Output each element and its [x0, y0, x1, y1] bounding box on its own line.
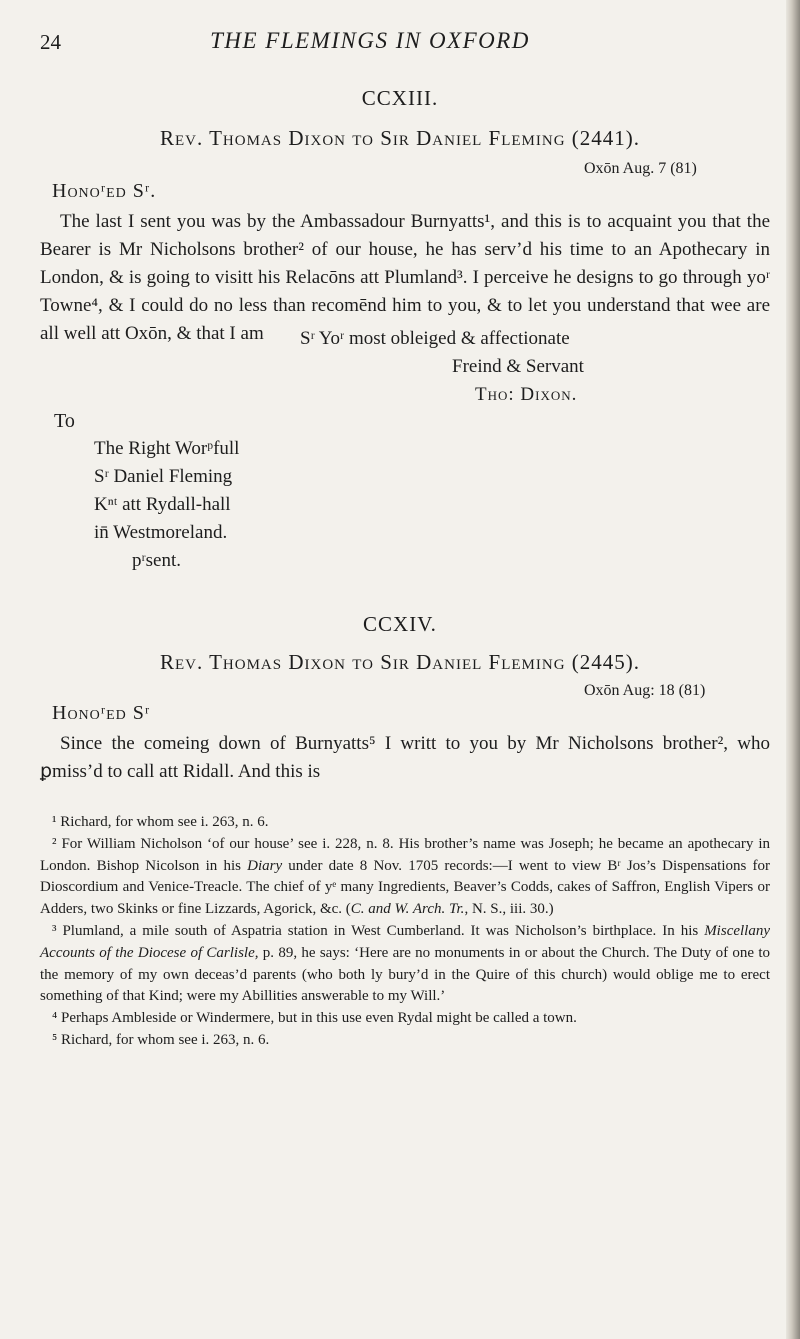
footnote [40, 812, 770, 834]
footnote-mark: ³ [52, 922, 57, 939]
letter-salutation: Honoʳed Sʳ [52, 702, 151, 724]
address-line: Sʳ Daniel Fleming [94, 466, 233, 487]
footnote [40, 1030, 770, 1052]
letter-dateline: Oxōn Aug. 7 (81) [584, 160, 697, 177]
letter-heading: Rev. Thomas Dixon to Sir Daniel Fleming (2441). [159, 126, 641, 150]
footnote-mark: ⁴ [52, 1010, 58, 1027]
footnote [40, 921, 770, 1008]
footnote-text: Richard, for whom see i. 263, n. 6. [60, 814, 269, 830]
footnote-text: Perhaps Ambleside or Windermere, but in this use even Rydal might be called a town. [60, 1010, 577, 1027]
letter-dateline: Oxōn Aug: 18 (81) [584, 682, 706, 699]
footnote-text: , N. S., iii. 30.) [464, 901, 554, 918]
running-head [20, 26, 720, 60]
footnote-mark: ² [52, 835, 57, 852]
address-line: The Right Worᵖfull [94, 438, 240, 459]
footnote-italic: Miscellany Accounts of the Diocese of Carlisle, [40, 922, 770, 961]
letter-salutation: Honoʳed Sʳ. [52, 180, 157, 202]
footnote-text: For William Nicholson ‘of our house’ see i. 228, n. 8. His brother’s name was Joseph; he became an apothecary in London. Bishop Nicolson in his [40, 835, 770, 874]
letter-body: The last I sent you was by the Ambassadour Burnyatts¹, and this is to acquaint you that the Bearer is Mr Nicholsons brother² of our house, he has serv’d his time to an Apothecary in London, & is going to visitt his Relacōns att Plumland³. I perceive he designs to go through yoʳ Towne⁴, & I could do no less than recomēnd him to you, & to let you understand that wee are all well att Oxōn, & that I am [40, 211, 770, 344]
letter-body: Since the comeing down of Burnyatts⁵ I writt to you by Mr Nicholsons brother², who ꝑmiss’d to call att Ridall. And this is [40, 733, 770, 782]
address-to: To [54, 410, 75, 432]
footnote-text: p. 89, he says: ‘Here are no monuments in or about the Church. The Duty of one to the memory of my own deceas’d parents (who both ly bury’d in the Quire of this church) would oblige me to erect something of that Kind; were my Abillities answerable to my Will.’ [40, 944, 770, 1005]
footnote [40, 1008, 770, 1030]
footnote [40, 834, 770, 921]
letter-heading: Rev. Thomas Dixon to Sir Daniel Fleming (2445). [159, 650, 641, 674]
footnotes [40, 812, 770, 1052]
address-line: Kⁿᵗ att Rydall-hall [94, 494, 231, 515]
letter-signature: Tho: Dixon. [475, 384, 578, 405]
address-line: pʳsent. [132, 550, 181, 571]
book-title: THE FLEMINGS IN OXFORD [210, 28, 530, 53]
page-number: 24 [40, 30, 61, 54]
footnote-italic: Diary [247, 857, 283, 874]
letter-number: CCXIII. [361, 86, 439, 110]
footnote-mark: ⁵ [52, 1031, 58, 1048]
letter-closing: Sʳ Yoʳ most obleiged & affectionate [300, 328, 570, 349]
letter-closing-line2: Freind & Servant [452, 356, 584, 377]
footnote-italic: C. and W. Arch. Tr. [350, 901, 465, 918]
footnote-text: under date 8 Nov. 1705 records:—I went to view Bʳ Jos’s Dispensations for Dioscordium and Venice-Treacle. The chief of yᵉ many Ingredients, Beaver’s Codds, cakes of Saffron, English Vipers or Adders, two Skinks or fine Lizzards, Agorick, &c. ( [40, 857, 770, 918]
address-line: in̄ Westmoreland. [94, 522, 228, 543]
footnote-text: Plumland, a mile south of Aspatria station in West Cumberland. It was Nicholson’s birthplace. In his [62, 922, 705, 939]
letter-number: CCXIV. [363, 612, 437, 636]
footnote-mark: ¹ [52, 814, 57, 830]
footnote-text: Richard, for whom see i. 263, n. 6. [60, 1031, 270, 1048]
